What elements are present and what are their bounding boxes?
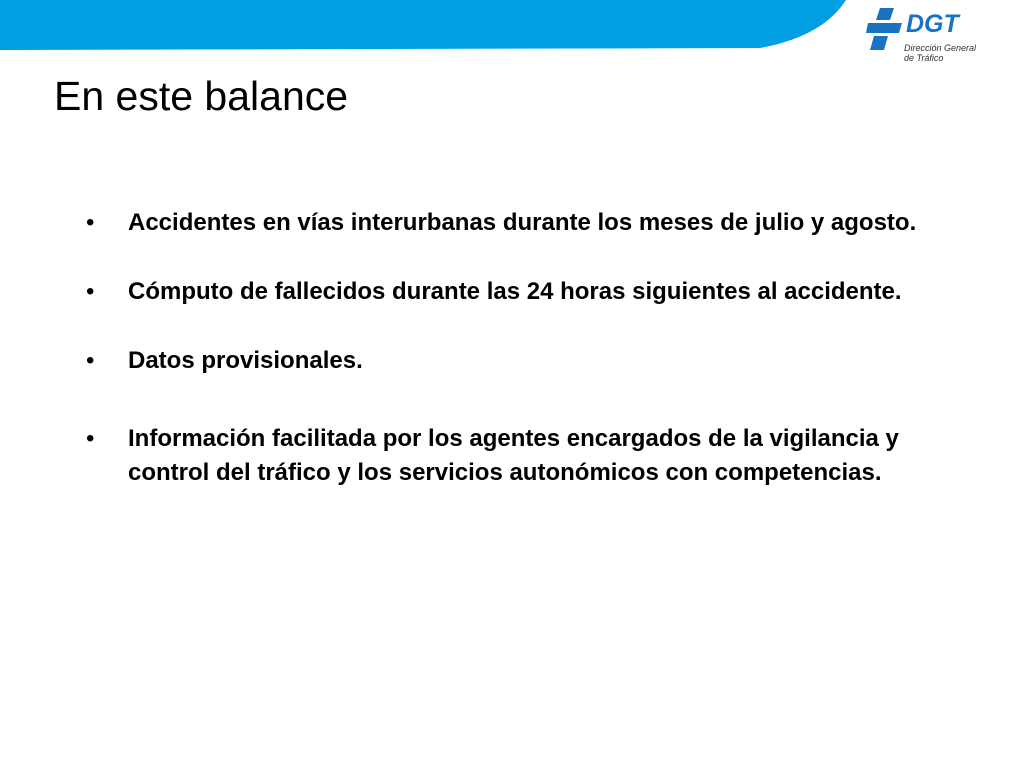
bullet-list [86,206,966,525]
bullet-item [86,206,966,240]
bullet-text: Cómputo de fallecidos durante las 24 horas siguientes al accidente. [128,278,902,305]
logo-subtitle-line1: Dirección General [904,43,977,53]
bullet-marker: • [86,425,95,452]
dgt-cross-logo-icon [866,6,906,52]
bullet-marker: • [86,209,95,236]
logo-subtitle-line2: de Tráfico [904,53,944,63]
bullet-text: Accidentes en vías interurbanas durante los meses de julio y agosto. [128,209,917,236]
bullet-item [86,344,966,378]
bullet-item [86,275,966,309]
bullet-item [86,422,966,490]
bullet-marker: • [86,278,95,305]
top-blue-band-shape [0,0,846,50]
logo-wordmark: DGT [906,10,959,38]
dgt-logo [866,6,984,64]
slide-title: En este balance [54,73,349,119]
bullet-text: Información facilitada por los agentes encargados de la vigilancia y control del tráfico y los servicios autonómicos con competencias. [128,425,899,486]
bullet-text: Datos provisionales. [128,347,363,374]
bullet-marker: • [86,347,95,374]
